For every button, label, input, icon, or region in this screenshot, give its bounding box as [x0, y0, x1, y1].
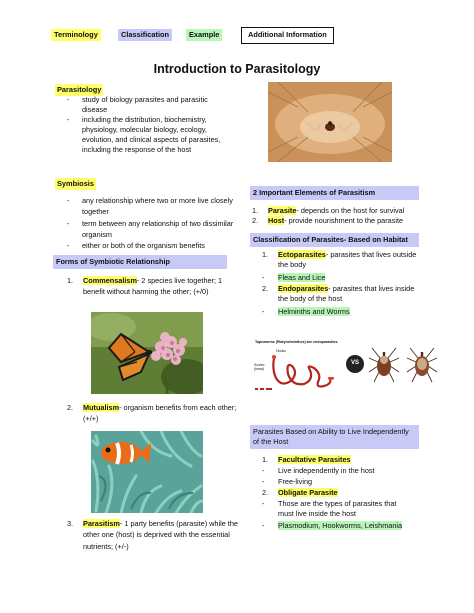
legend-bar — [0, 24, 474, 48]
list-item: - term between any relationship of two dissimilar organism — [67, 218, 247, 241]
example-helminths-and-worms: Helminths and Worms — [278, 307, 350, 316]
term-commensalism: Commensalism — [83, 276, 137, 285]
term-parasitism: Parasitism — [83, 519, 120, 528]
list-item: - either or both of the organism benefits — [67, 240, 247, 251]
list-item: - Those are the types of parasites that must live inside the host — [262, 499, 397, 519]
legend-classification: Classification — [118, 29, 172, 41]
list-item: - Live independently in the host — [262, 466, 375, 475]
parasitology-list — [67, 95, 227, 155]
page-title: Introduction to Parasitology — [153, 62, 321, 76]
habitat-heading: Classification of Parasites- Based on Habitat — [250, 233, 419, 247]
elements-item-parasite: 1. Parasite- depends on the host for survival — [252, 206, 405, 215]
symbiosis-heading: Symbiosis — [55, 178, 96, 190]
term-obligate-parasite: Obligate Parasite — [278, 488, 338, 497]
figure-label-hooks: Hooks — [276, 349, 286, 353]
symbiosis-list — [67, 195, 247, 251]
list-item: - study of biology parasites and parasitic disease — [67, 95, 227, 115]
example-plasmodium-hookworms-leishmania: Plasmodium, Hookworms, Leishmania — [278, 521, 403, 530]
forms-heading: Forms of Symbiotic Relationship — [53, 255, 227, 269]
list-item: - Free-living — [262, 477, 313, 486]
forms-item-mutualism: 2. Mutualism- organism benefits from each other; (+/+) — [67, 403, 237, 424]
term-mutualism: Mutualism — [83, 403, 120, 412]
forms-item-parasitism: 3. Parasitism- 1 party benefits (parasite) while the other one (host) is deprived with the essential nutrients; (+/-) — [67, 519, 238, 551]
butterfly-photo — [91, 312, 203, 394]
term-facultative-parasites: Facultative Parasites — [278, 455, 351, 464]
ability-item-obligate: 2. Obligate Parasite — [262, 488, 338, 497]
figure-vs-label: VS — [350, 360, 359, 366]
tapeworm-vs-ticks-figure — [252, 322, 448, 402]
legend-additional-information: Additional Information — [241, 27, 334, 44]
list-item: - including the distribution, biochemistry, physiology, molecular biology, ecology, evolution, and clinical aspects of parasites, including the response of the host — [67, 115, 227, 155]
example-fleas-and-lice: Fleas and Lice — [278, 273, 326, 282]
habitat-example-fleas: - Fleas and Lice — [262, 273, 326, 282]
term-parasite: Parasite — [268, 206, 297, 215]
term-endoparasites: Endoparasites — [278, 284, 329, 293]
habitat-item-ectoparasites: 1. Ectoparasites- parasites that lives outside the body — [262, 250, 417, 270]
parasitology-heading: Parasitology — [55, 84, 103, 96]
habitat-item-endoparasites: 2. Endoparasites- parasites that lives inside the body of the host — [262, 284, 415, 304]
ability-heading: Parasites Based on Ability to Live Independently of the Host — [250, 425, 419, 449]
ability-item-facultative: 1. Facultative Parasites — [262, 455, 351, 464]
list-item: - any relationship where two or more live closely together — [67, 195, 247, 218]
tick-on-skin-photo — [268, 82, 392, 162]
term-host: Host — [268, 216, 285, 225]
elements-item-host: 2. Host- provide nourishment to the parasite — [252, 216, 404, 225]
habitat-example-helminths: - Helminths and Worms — [262, 307, 350, 316]
ability-example: - Plasmodium, Hookworms, Leishmania — [262, 521, 403, 530]
clownfish-photo — [91, 431, 203, 513]
term-ectoparasites: Ectoparasites — [278, 250, 326, 259]
forms-item-commensalism: 1. Commensalism- 2 species live together; 1 benefit without harming the other; (+/0) — [67, 276, 223, 297]
legend-terminology: Terminology — [51, 29, 101, 41]
figure-caption: Tapeworms (Platyhelminthes) are endoparasites. — [255, 340, 339, 344]
figure-label-scolex: Scolex (head) — [254, 363, 265, 371]
elements-heading: 2 Important Elements of Parasitism — [250, 186, 419, 200]
legend-example: Example — [186, 29, 222, 41]
